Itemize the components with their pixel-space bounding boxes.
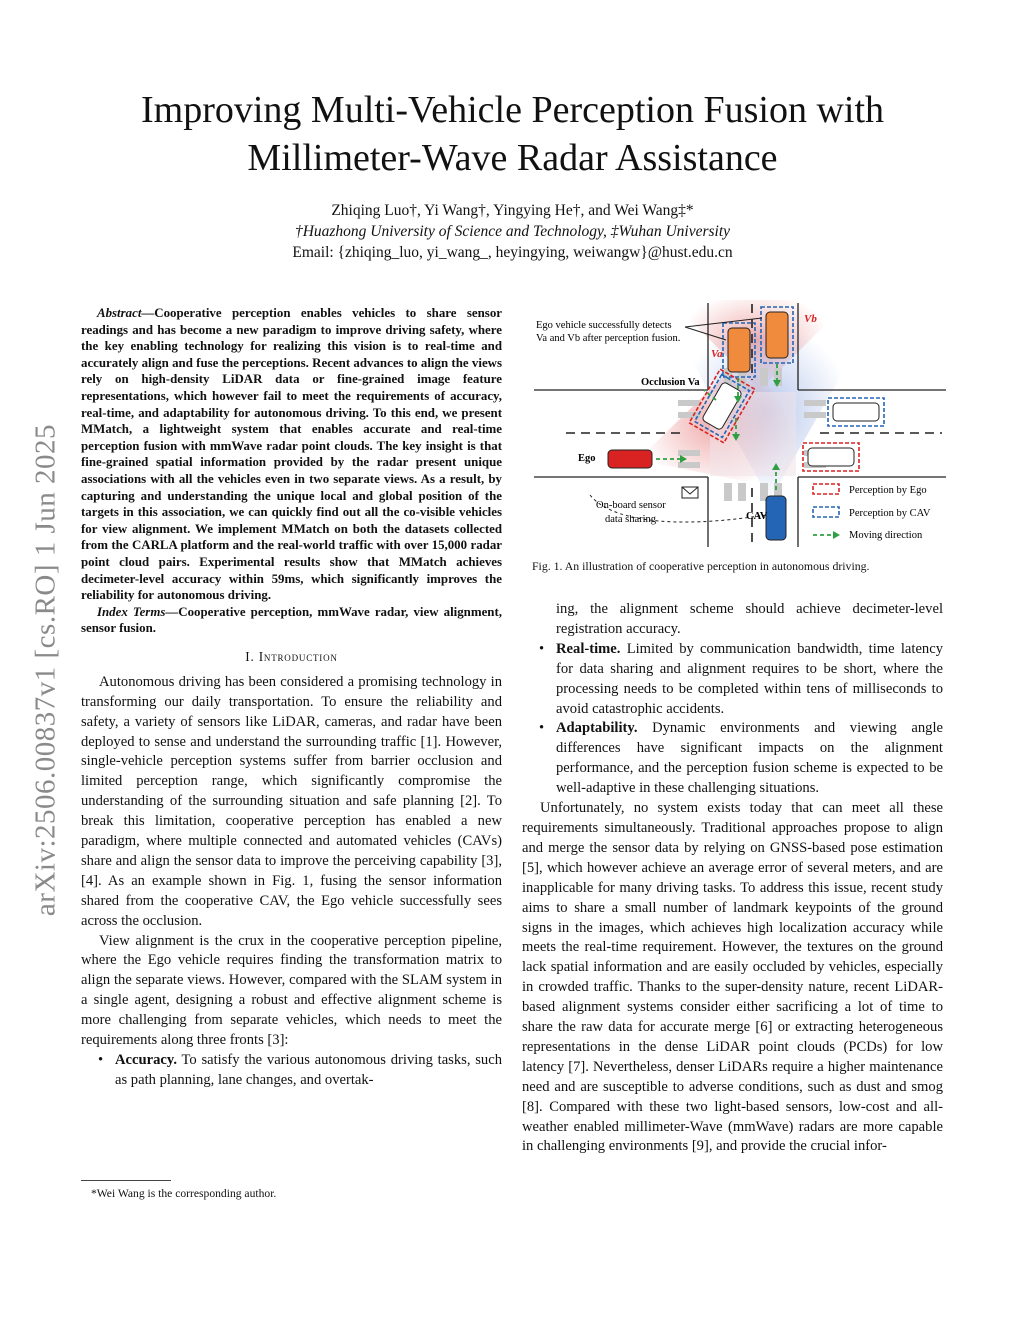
intro-paragraph-3: Unfortunately, no system exists today that can meet all these requirements simultaneously. Traditional approaches propose to align and merge the sensor data by relying on GNSS-based pose estimation [5], which however achieve an average error of several meters, and are inapplicable for many driving tasks. To address this issue, recent study aims to share a small number of landmark keypoints of the ground signs in the images, which achieves high localization accuracy while meets the real-time requirement. However, the textures on the ground lack spatial information and are easily occluded by vehicles, especially in crowded traffic. Thanks to the super-density nature, recent LiDAR-based alignment systems consider either sacrificing a lot of time to share the raw data for accurate merge [6] or extracting heterogeneous representations in the dense LiDAR point clouds (PCDs) for low latency [7]. Nevertheless, denser LiDARs require a higher maintenance need and are susceptible to adverse conditions, such as dust and smog [8]. Compared with these two light-based sensors, low-cost and all-weather enabled millimeter-Wave (mmWave) radars are more capable in challenging environments [9], and provide the crucial infor- <box>522 800 943 1155</box>
email: Email: {zhiqing_luo, yi_wang_, heyingying, weiwangw}@hust.edu.cn <box>292 244 733 261</box>
figure-caption: Fig. 1. An illustration of cooperative perception in autonomous driving. <box>532 559 870 573</box>
index-terms-label: Index Terms <box>97 604 166 619</box>
footnote-rule <box>81 1180 171 1181</box>
footnote: *Wei Wang is the corresponding author. <box>91 1187 277 1200</box>
abstract <box>81 305 502 604</box>
figure-annotation-detect-2: Va and Vb after perception fusion. <box>536 333 681 344</box>
figure-label-onboard: On-board sensor <box>596 500 666 511</box>
arxiv-identifier <box>16 380 76 960</box>
ego-vehicle <box>608 450 652 468</box>
vehicle-va <box>723 323 755 377</box>
legend-cav-label: Perception by CAV <box>849 508 931 519</box>
left-column <box>81 305 502 1091</box>
figure-1 <box>530 300 950 550</box>
right-column <box>522 600 943 1157</box>
figure-label-vb: Vb <box>804 313 817 325</box>
figure-label-va: Va <box>711 348 723 360</box>
bullet-text: Dynamic environments and viewing angle differences have significant impacts on the alignment performance, and the perception fusion scheme is expected to be well-adaptive in these challenging situations. <box>556 720 943 797</box>
author-list: Zhiqing Luo†, Yi Wang†, Yingying He†, and Wei Wang‡* <box>331 202 694 219</box>
requirements-list-continued <box>522 640 943 799</box>
figure-label-sharing: data sharing <box>605 514 657 525</box>
abstract-text: —Cooperative perception enables vehicles to share sensor readings and has become a new paradigm to improve driving safety, where the key enabling technology for realizing this vision is to real-time and accurately align and fuse the perceptions. Recent advances to align the views rely on high-density LiDAR data or fine-grained image feature representations, which however fail to meet the requirements of accuracy, real-time, and adaptability for autonomous driving. To this end, we present MMatch, a lightweight system that enables accurate and real-time perception fusion with mmWave radar point clouds. The key insight is that fine-grained spatial information provided by the radar present unique associations with all the vehicles even in two separate views. As a result, by capturing and understanding the unique local and global position of the targets in this association, we can quickly find out all the co-visible vehicles for view alignment. We implement MMatch on both the datasets collected from the CARLA platform and the real-world traffic with over 15,000 radar point cloud pairs. Experimental results show that MMatch achieves decimeter-level accuracy within 59ms, which significantly improves the reliability for autonomous driving. <box>81 306 502 603</box>
legend-moving-label: Moving direction <box>849 530 923 541</box>
list-item <box>522 640 943 720</box>
mail-icon <box>682 487 698 498</box>
intro-paragraph-1: Autonomous driving has been considered a promising technology in transforming our daily transportation. To ensure the reliability and safety, a variety of sensors like LiDAR, cameras, and radar have been deployed to sense and understand the surrounding traffic [1]. However, single-vehicle perception systems suffer from barrier occlusion and limited perception range, which significantly compromise the understanding of the surrounding situation and safe planning [2]. To break this limitation, cooperative perception has enabled a new paradigm, where multiple connected and automated vehicles (CAVs) share and align the sensor data to improve the perceiving capability [3], [4]. As an example shown in Fig. 1, fusing the sensor information shared from the cooperative CAV, the Ego vehicle successfully sees across the occlusion. <box>81 673 502 929</box>
bullet-label: Accuracy. <box>115 1052 178 1068</box>
bullet-accuracy-continuation: ing, the alignment scheme should achieve decimeter-level registration accuracy. <box>556 601 943 637</box>
cav-vehicle <box>766 496 786 540</box>
index-terms-text: —Cooperative perception, mmWave radar, view alignment, sensor fusion. <box>81 604 502 636</box>
abstract-label: Abstract <box>97 306 142 320</box>
vehicle-vb <box>761 307 793 363</box>
author-block <box>120 200 905 263</box>
index-terms <box>81 604 502 637</box>
requirements-list <box>81 1051 502 1091</box>
figure-legend <box>813 484 931 541</box>
legend-ego-label: Perception by Ego <box>849 485 927 496</box>
affiliations: †Huazhong University of Science and Technology, ‡Wuhan University <box>294 223 731 240</box>
section-title: Introduction <box>258 648 338 664</box>
list-item <box>522 719 943 799</box>
list-item <box>81 1051 502 1091</box>
intro-paragraph-2: View alignment is the crux in the cooperative perception pipeline, where the Ego vehicle requires finding the transformation matrix to align the separate views. However, compared with the SLAM system in a single agent, designing a robust and effective alignment scheme is more challenging from separate vehicles, which needs to meet the requirements along three fronts [3]: <box>81 932 502 1049</box>
intersection-illustration <box>530 300 950 550</box>
figure-label-occlusion: Occlusion Va <box>641 377 700 388</box>
bullet-text: To satisfy the various autonomous driving tasks, such as path planning, lane changes, and overtak- <box>115 1052 502 1088</box>
arxiv-id-text: arXiv:2506.00837v1 [cs.RO] 1 Jun 2025 <box>29 423 62 917</box>
bullet-label: Adaptability. <box>556 720 638 737</box>
bullet-text: Limited by communication bandwidth, time latency for data sharing and alignment requires to be short, where the processing needs to be completed within tens of milliseconds to avoid catastrophic accidents. <box>556 640 943 717</box>
bullet-label: Real-time. <box>556 640 621 657</box>
paper-title: Improving Multi-Vehicle Perception Fusion with Millimeter-Wave Radar Assistance <box>140 89 885 179</box>
section-number: I. <box>245 648 255 664</box>
section-heading <box>81 647 502 667</box>
figure-annotation-detect: Ego vehicle successfully detects <box>536 320 672 331</box>
figure-label-cav: CAV <box>746 511 768 522</box>
figure-label-ego: Ego <box>578 453 596 464</box>
vehicle-right-top <box>828 398 884 426</box>
